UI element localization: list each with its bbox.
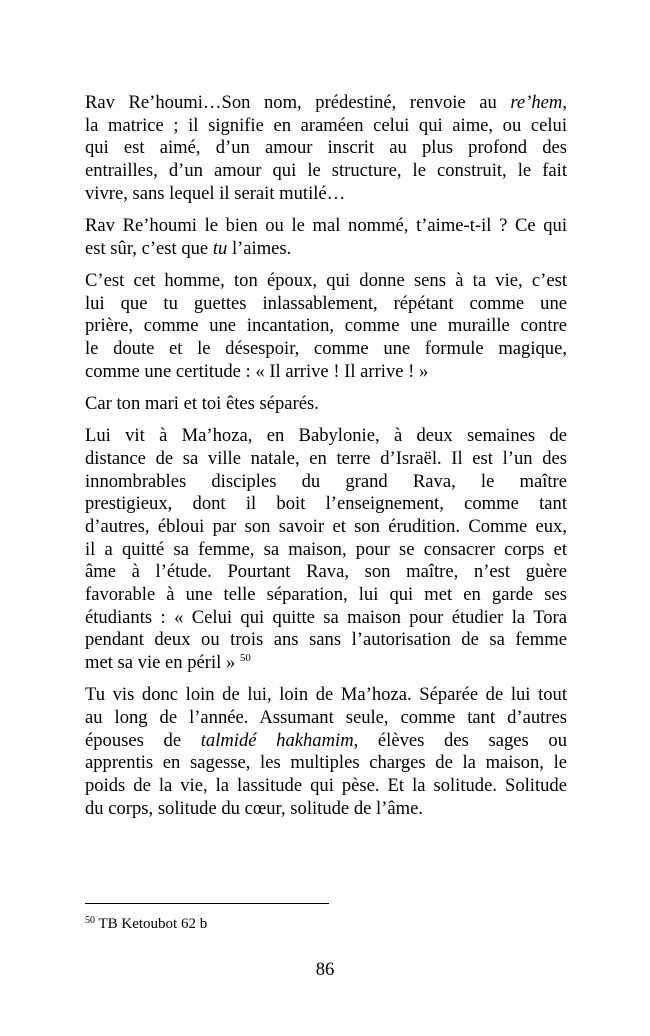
- footnote: [85, 915, 207, 933]
- text-segment: étudiants : « Celui qui quitte sa maison pour étudier la Tora: [85, 606, 567, 628]
- text-line: [85, 516, 567, 539]
- text-segment: Car ton mari et toi êtes séparés.: [85, 392, 319, 414]
- text-line: [85, 215, 567, 238]
- text-line: [85, 584, 567, 607]
- footnote-divider: [85, 903, 329, 904]
- text-segment: qui est aimé, d’un amour inscrit au plus profond des: [85, 137, 567, 159]
- text-segment: favorable à une telle séparation, lui qui met en garde ses: [85, 584, 567, 606]
- text-line: [85, 607, 567, 630]
- footnote-text: TB Ketoubot 62 b: [95, 916, 208, 932]
- text-line: [85, 393, 567, 416]
- text-line: [85, 730, 567, 753]
- text-segment: distance de sa ville natale, en terre d’Israël. Il est l’un des: [85, 447, 567, 469]
- text-line: [85, 92, 567, 115]
- text-line: [85, 183, 567, 206]
- text-line: [85, 471, 567, 494]
- text-segment: entrailles, d’un amour qui le structure, le construit, le fait: [85, 160, 567, 182]
- text-segment: , élèves des sages ou: [353, 729, 567, 751]
- paragraph: [85, 425, 567, 675]
- text-line: [85, 652, 567, 675]
- text-segment: Tu vis donc loin de lui, loin de Ma’hoza. Séparée de lui tout: [85, 684, 567, 706]
- text-segment: âme à l’étude. Pourtant Rava, son maître, n’est guère: [85, 561, 567, 583]
- text-segment: épouses de: [85, 729, 201, 751]
- text-segment: C’est cet homme, ton époux, qui donne sens à ta vie, c’est: [85, 269, 567, 291]
- text-segment: innombrables disciples du grand Rava, le maître: [85, 470, 567, 492]
- text-segment: Lui vit à Ma’hoza, en Babylonie, à deux semaines de: [85, 425, 567, 447]
- text-segment: met sa vie en péril »: [85, 652, 240, 674]
- text-line: [85, 315, 567, 338]
- footnote-number: 50: [85, 915, 95, 926]
- text-line: [85, 361, 567, 384]
- text-line: [85, 115, 567, 138]
- footnote-reference: 50: [239, 652, 251, 665]
- paragraph: [85, 215, 567, 260]
- text-line: [85, 425, 567, 448]
- text-segment: au long de l’année. Assumant seule, comme tant d’autres: [85, 707, 567, 729]
- text-segment: prière, comme une incantation, comme une muraille contre: [85, 315, 567, 337]
- text-segment: d’autres, ébloui par son savoir et son érudition. Comme eux,: [85, 515, 567, 537]
- page-number: 86: [315, 959, 335, 980]
- text-line: [85, 539, 567, 562]
- text-line: [85, 775, 567, 798]
- paragraph: [85, 393, 567, 416]
- text-segment: Rav Re’houmi le bien ou le mal nommé, t’aime-t-il ? Ce qui: [85, 215, 567, 237]
- text-line: [85, 338, 567, 361]
- italic-text: talmidé hakhamim: [200, 729, 354, 751]
- italic-text: tu: [212, 237, 228, 259]
- text-segment: Rav Re’houmi…Son nom, prédestiné, renvoie au: [85, 92, 511, 113]
- text-line: [85, 293, 567, 316]
- text-line: [85, 493, 567, 516]
- text-line: [85, 752, 567, 775]
- paragraph: [85, 684, 567, 820]
- text-line: [85, 160, 567, 183]
- paragraph: [85, 92, 567, 206]
- text-segment: il a quitté sa femme, sa maison, pour se consacrer corps et: [85, 538, 567, 560]
- text-segment: prestigieux, dont il boit l’enseignement, comme tant: [85, 493, 567, 515]
- text-line: [85, 561, 567, 584]
- paragraph: [85, 270, 567, 384]
- text-line: [85, 707, 567, 730]
- text-segment: est sûr, c’est que: [85, 237, 213, 259]
- text-line: [85, 270, 567, 293]
- text-segment: ,: [562, 92, 567, 113]
- text-segment: comme une certitude : « Il arrive ! Il arrive ! »: [85, 360, 429, 382]
- text-segment: apprentis en sagesse, les multiples charges de la maison, le: [85, 752, 567, 774]
- text-segment: l’aimes.: [227, 237, 292, 259]
- text-segment: du corps, solitude du cœur, solitude de l’âme.: [85, 797, 424, 819]
- text-segment: vivre, sans lequel il serait mutilé…: [85, 182, 346, 204]
- text-segment: poids de la vie, la lassitude qui pèse. Et la solitude. Solitude: [85, 775, 567, 797]
- text-line: [85, 238, 567, 261]
- text-line: [85, 684, 567, 707]
- text-segment: pendant deux ou trois ans sans l’autorisation de sa femme: [85, 629, 567, 651]
- italic-text: re’hem: [510, 92, 563, 113]
- text-segment: la matrice ; il signifie en araméen celui qui aime, ou celui: [85, 114, 567, 136]
- body-text: [85, 92, 567, 830]
- text-segment: le doute et le désespoir, comme une formule magique,: [85, 338, 567, 360]
- text-line: [85, 448, 567, 471]
- text-line: [85, 798, 567, 821]
- text-line: [85, 137, 567, 160]
- text-segment: lui que tu guettes inlassablement, répétant comme une: [85, 292, 567, 314]
- text-line: [85, 629, 567, 652]
